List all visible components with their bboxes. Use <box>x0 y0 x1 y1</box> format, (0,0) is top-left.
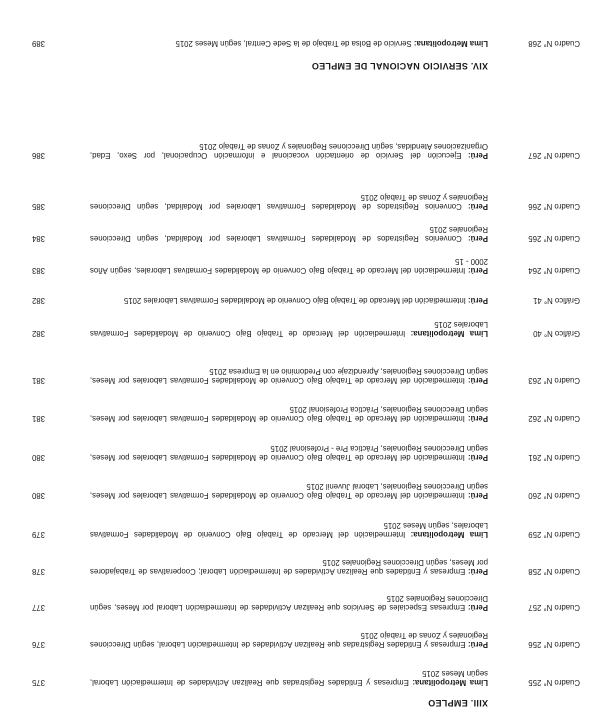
entry-region: Lima Metropolitana: <box>410 530 488 539</box>
entry-code: Cuadro N° 267 <box>528 151 580 160</box>
entry-code: Cuadro N° 268 <box>528 39 580 48</box>
entry-description: Intermediación del Mercado de Trabajo Bajo Convenio de Modalidades Formativas Laborales por Meses, según Direcciones Regionales, Aprendizaje con Predominio en la Empresa 2015 <box>89 366 488 385</box>
entry-page-number: 389 <box>31 39 45 48</box>
entry-code: Cuadro N° 255 <box>528 678 580 687</box>
entry-title <box>90 257 488 275</box>
entry-page-number: 381 <box>31 376 45 385</box>
entry-title <box>90 225 488 243</box>
entry-title <box>90 631 488 649</box>
entry-title <box>90 482 488 500</box>
entry-code: Cuadro N° 259 <box>528 530 580 539</box>
entry-region: Perú: <box>468 376 488 385</box>
entry-page-number: 377 <box>31 603 45 612</box>
entry-page-number: 380 <box>31 491 45 500</box>
entry-page-number: 386 <box>31 151 45 160</box>
entry-description: Intermediación del Mercado de Trabajo Bajo Convenio de Modalidades Formativas Laborales por Meses, según Direcciones Regionales, Laboral Juvenil 2015 <box>89 481 488 500</box>
entry-description: Empresas y Entidades que Realizan Actividades de Intermediación Laboral; Cooperativas de Trabajadores por Meses, según Direcciones Regionales 2015 <box>90 557 488 576</box>
entry-title <box>90 39 488 48</box>
entry-page-number: 379 <box>31 530 45 539</box>
entry-code: Cuadro N° 266 <box>528 202 580 211</box>
entry-region: Perú: <box>468 151 488 160</box>
entry-description: Convenios Registrados de Modalidades Formativas Laborales por Modalidad, según Direcciones Regionales y Zonas de Trabajo 2015 <box>89 192 488 211</box>
entry-description: Empresas y Entidades Registradas que Realizan Actividades de Intermediación Laboral, según Direcciones Regionales y Zonas de Trabajo 2015 <box>90 630 488 649</box>
entry-title <box>90 405 488 423</box>
section-title-empleo: XIII. EMPLEO <box>427 698 488 708</box>
entry-region: Perú: <box>468 296 488 305</box>
entry-title <box>90 367 488 385</box>
entry-page-number: 382 <box>31 329 45 338</box>
entry-page-number: 380 <box>31 453 45 462</box>
entry-code: Cuadro N° 258 <box>528 567 580 576</box>
entry-code: Cuadro N° 264 <box>528 266 580 275</box>
entry-page-number: 385 <box>31 202 45 211</box>
entry-region: Perú: <box>468 603 488 612</box>
entry-region: Lima Metropolitana: <box>413 39 488 48</box>
entry-region: Perú: <box>468 234 488 243</box>
entry-description: Ejecución del Servicio de orientación vocacional e información Ocupacional, por Sexo, Edad, Organizaciones Atendidas, según Direcciones Regionales y Zonas de Trabajo 2015 <box>90 141 488 160</box>
entry-code: Cuadro N° 256 <box>528 640 580 649</box>
entry-description: Intermediación del Mercado de Trabajo Bajo Convenio de Modalidades Formativas Laborales 2015 <box>89 319 488 338</box>
entry-code: Cuadro N° 263 <box>528 376 580 385</box>
entry-title <box>90 444 488 462</box>
entry-description: Empresas y Entidades Registradas que Realizan Actividades de Intermediación Laboral, según Meses 2015 <box>90 668 488 687</box>
entry-page-number: 375 <box>31 678 45 687</box>
entry-code: Gráfico N° 41 <box>533 296 580 305</box>
section-title-servicio-nacional-de-empleo: XIV. SERVICIO NACIONAL DE EMPLEO <box>311 61 488 71</box>
entry-description: Servicio de Bolsa de Trabajo de la Sede Central, según Meses 2015 <box>175 39 412 48</box>
entry-title <box>90 296 488 305</box>
entry-code: Gráfico N° 40 <box>533 329 580 338</box>
entry-page-number: 382 <box>31 296 45 305</box>
entry-code: Cuadro N° 260 <box>528 491 580 500</box>
entry-region: Perú: <box>468 567 488 576</box>
entry-title <box>90 558 488 576</box>
entry-code: Cuadro N° 257 <box>528 603 580 612</box>
entry-description: Intermediación del Mercado de Trabajo Bajo Convenio de Modalidades Formativas Laborales por Meses, según Direcciones Regionales, Práctica Pre - Profesional 2015 <box>89 443 488 462</box>
entry-region: Perú: <box>468 491 488 500</box>
entry-region: Perú: <box>468 266 488 275</box>
entry-page-number: 384 <box>31 234 45 243</box>
entry-description: Intermediación del Mercado de Trabajo Bajo Convenio de Modalidades Formativas Laborales 2015 <box>123 296 466 305</box>
entry-code: Cuadro N° 265 <box>528 234 580 243</box>
entry-page-number: 381 <box>31 414 45 423</box>
entry-title <box>90 521 488 539</box>
entry-region: Lima Metropolitana: <box>412 678 488 687</box>
entry-region: Perú: <box>468 640 488 649</box>
entry-title <box>90 320 488 338</box>
entry-description: Intermediación del Mercado de Trabajo Bajo Convenio de Modalidades Formativas Laborales, según Años 2000 - 15 <box>90 256 488 275</box>
entry-title <box>90 594 488 612</box>
entry-title <box>90 142 488 160</box>
entry-title <box>90 669 488 687</box>
entry-code: Cuadro N° 261 <box>528 453 580 462</box>
entry-region: Perú: <box>468 414 488 423</box>
entry-description: Intermediación del Mercado de Trabajo Bajo Convenio de Modalidades Formativas Laborales, según Meses 2015 <box>89 520 488 539</box>
entry-page-number: 378 <box>31 567 45 576</box>
entry-description: Convenios Registrados de Modalidades Formativas Laborales por Modalidad, según Direcciones Regionales 2015 <box>89 224 488 243</box>
entry-page-number: 383 <box>31 266 45 275</box>
entry-region: Perú: <box>468 202 488 211</box>
entry-page-number: 376 <box>31 640 45 649</box>
entry-region: Lima Metropolitana: <box>410 329 488 338</box>
entry-code: Cuadro N° 262 <box>528 414 580 423</box>
entry-title <box>90 193 488 211</box>
entry-description: Empresas Especiales de Servicios que Realizan Actividades de Intermediación Laboral por Meses, según Direcciones Regionales 2015 <box>90 593 488 612</box>
entry-region: Perú: <box>468 453 488 462</box>
entry-description: Intermediación del Mercado de Trabajo Bajo Convenio de Modalidades Formativas Laborales por Meses, según Direcciones Regionales, Práctica Profesional 2015 <box>89 404 488 423</box>
